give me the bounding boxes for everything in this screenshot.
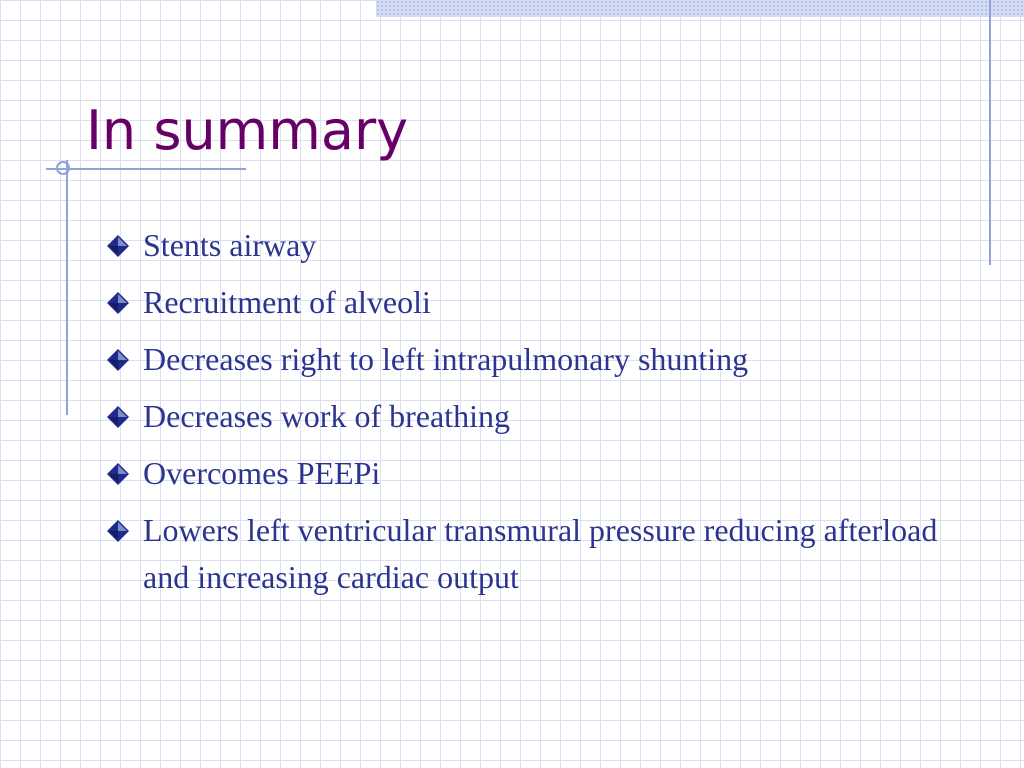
diamond-bullet-icon	[106, 348, 130, 372]
diamond-bullet-icon	[106, 462, 130, 486]
diamond-bullet-icon	[106, 405, 130, 429]
title-underline-rule	[46, 168, 246, 170]
bullet-text: Lowers left ventricular transmural pressure reducing afterload and increasing cardiac output	[143, 512, 938, 595]
bullet-text: Decreases right to left intrapulmonary shunting	[143, 341, 749, 377]
slide-title: In summary	[86, 99, 409, 162]
bullet-text: Overcomes PEEPi	[143, 455, 381, 491]
diamond-bullet-icon	[106, 234, 130, 258]
diamond-bullet-icon	[106, 519, 130, 543]
top-decorative-band	[376, 0, 1024, 17]
bullet-item	[106, 507, 986, 601]
right-decorative-rule	[989, 0, 991, 265]
diamond-bullet-icon	[106, 291, 130, 315]
bullet-text: Decreases work of breathing	[143, 398, 510, 434]
bullet-item	[106, 450, 986, 497]
bullet-text: Stents airway	[143, 227, 317, 263]
bullet-item	[106, 336, 986, 383]
bullet-text: Recruitment of alveoli	[143, 284, 431, 320]
bullet-list	[106, 222, 986, 611]
left-decorative-rule	[66, 160, 68, 415]
bullet-item	[106, 279, 986, 326]
bullet-item	[106, 222, 986, 269]
title-circle-ornament	[56, 161, 70, 175]
bullet-item	[106, 393, 986, 440]
